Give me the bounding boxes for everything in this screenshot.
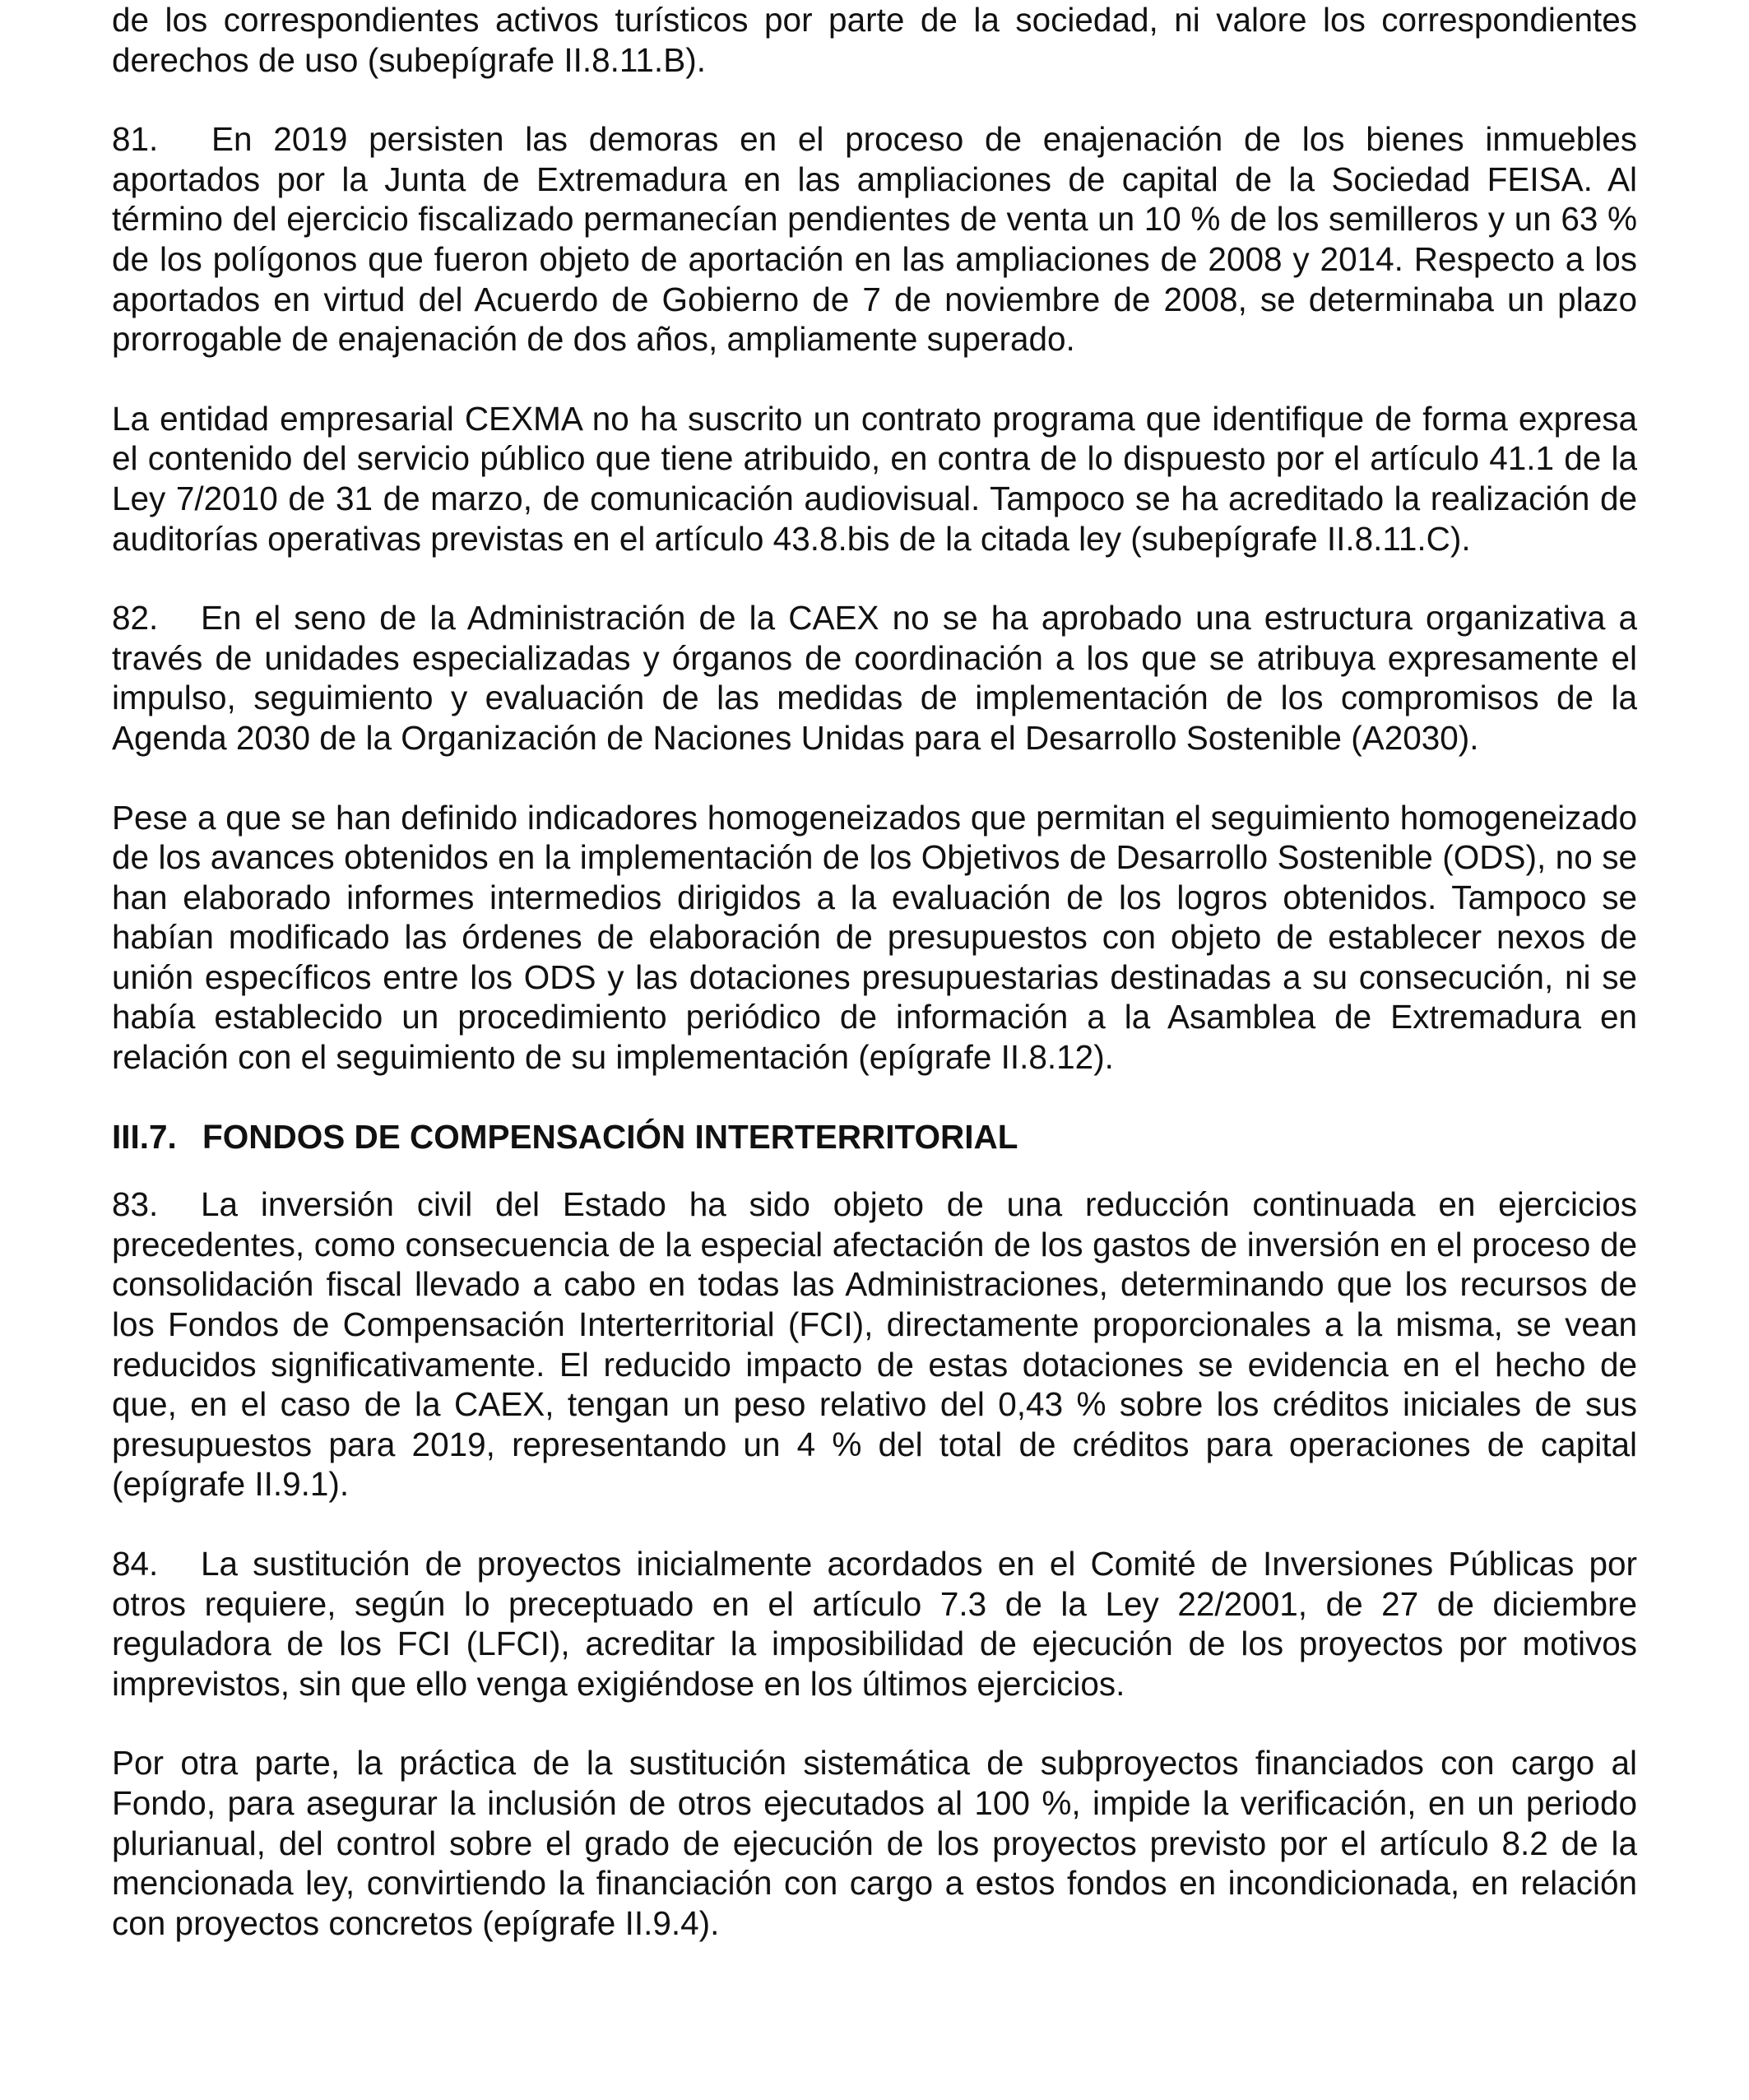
paragraph-number: 81. <box>112 120 159 159</box>
paragraph-number: 82. <box>112 599 159 637</box>
paragraph-ods <box>112 798 1637 1078</box>
paragraph-82-text: En el seno de la Administración de la CAEX no se ha aprobado una estructura organizativa a través de unidades especializadas y órganos de coordinación a los que se atribuya expresamente el impulso, seguimiento y evaluación de las medidas de implementación de los compromisos de la Agenda 2030 de la Organización de Naciones Unidas para el Desarrollo Sostenible (A2030). <box>112 599 1637 757</box>
section-heading <box>112 1117 1637 1157</box>
paragraph-cexma-text: La entidad empresarial CEXMA no ha suscrito un contrato programa que identifique de forma expresa el contenido del servicio público que tiene atribuido, en contra de lo dispuesto por el artículo 41.1 de la Ley 7/2010 de 31 de marzo, de comunicación audiovisual. Tampoco se ha acreditado la realización de auditorías operativas previstas en el artículo 43.8.bis de la citada ley (subepígrafe II.8.11.C). <box>112 399 1637 558</box>
paragraph-84 <box>112 1544 1637 1704</box>
paragraph-82 <box>112 598 1637 758</box>
paragraph-cexma <box>112 399 1637 559</box>
paragraph-final-text: Por otra parte, la práctica de la sustitución sistemática de subproyectos financiados con cargo al Fondo, para asegurar la inclusión de otros ejecutados al 100 %, impide la verificación, en un periodo plurianual, del control sobre el grado de ejecución de los proyectos previsto por el artículo 8.2 de la mencionada ley, convirtiendo la financiación con cargo a estos fondos en incondicionada, en relación con proyectos concretos (epígrafe II.9.4). <box>112 1744 1637 1942</box>
paragraph-83-text: La inversión civil del Estado ha sido objeto de una reducción continuada en ejercicios precedentes, como consecuencia de la especial afectación de los gastos de inversión en el proceso de consolidación fiscal llevado a cabo en todas las Administraciones, determinando que los recursos de los Fondos de Compensación Interterritorial (FCI), directamente proporcionales a la misma, se vean reducidos significativamente. El reducido impacto de estas dotaciones se evidencia en el hecho de que, en el caso de la CAEX, tengan un peso relativo del 0,43 % sobre los créditos iniciales de sus presupuestos para 2019, representando un 4 % del total de créditos para operaciones de capital (epígrafe II.9.1). <box>112 1185 1637 1504</box>
paragraph-intro-text: de los correspondientes activos turísticos por parte de la sociedad, ni valore los correspondientes derechos de uso (subepígrafe II.8.11.B). <box>112 1 1637 79</box>
section-title: FONDOS DE COMPENSACIÓN INTERTERRITORIAL <box>202 1117 1018 1156</box>
paragraph-number: 83. <box>112 1185 159 1224</box>
document-page <box>112 0 1637 1982</box>
paragraph-ods-text: Pese a que se han definido indicadores homogeneizados que permitan el seguimiento homogeneizado de los avances obtenidos en la implementación de los Objetivos de Desarrollo Sostenible (ODS), no se han elaborado informes intermedios dirigidos a la evaluación de los logros obtenidos. Tampoco se habían modificado las órdenes de elaboración de presupuestos con objeto de establecer nexos de unión específicos entre los ODS y las dotaciones presupuestarias destinadas a su consecución, ni se había establecido un procedimiento periódico de información a la Asamblea de Extremadura en relación con el seguimiento de su implementación (epígrafe II.8.12). <box>112 798 1637 1077</box>
paragraph-final <box>112 1743 1637 1943</box>
paragraph-81 <box>112 119 1637 359</box>
paragraph-intro <box>112 0 1637 80</box>
paragraph-83 <box>112 1184 1637 1504</box>
paragraph-81-text: En 2019 persisten las demoras en el proceso de enajenación de los bienes inmuebles aportados por la Junta de Extremadura en las ampliaciones de capital de la Sociedad FEISA. Al término del ejercicio fiscalizado permanecían pendientes de venta un 10 % de los semilleros y un 63 % de los polígonos que fueron objeto de aportación en las ampliaciones de 2008 y 2014. Respecto a los aportados en virtud del Acuerdo de Gobierno de 7 de noviembre de 2008, se determinaba un plazo prorrogable de enajenación de dos años, ampliamente superado. <box>112 120 1637 359</box>
section-number: III.7. <box>112 1117 177 1156</box>
paragraph-84-text: La sustitución de proyectos inicialmente acordados en el Comité de Inversiones Públicas por otros requiere, según lo preceptuado en el artículo 7.3 de la Ley 22/2001, de 27 de diciembre reguladora de los FCI (LFCI), acreditar la imposibilidad de ejecución de los proyectos por motivos imprevistos, sin que ello venga exigiéndose en los últimos ejercicios. <box>112 1545 1637 1703</box>
paragraph-number: 84. <box>112 1545 159 1583</box>
